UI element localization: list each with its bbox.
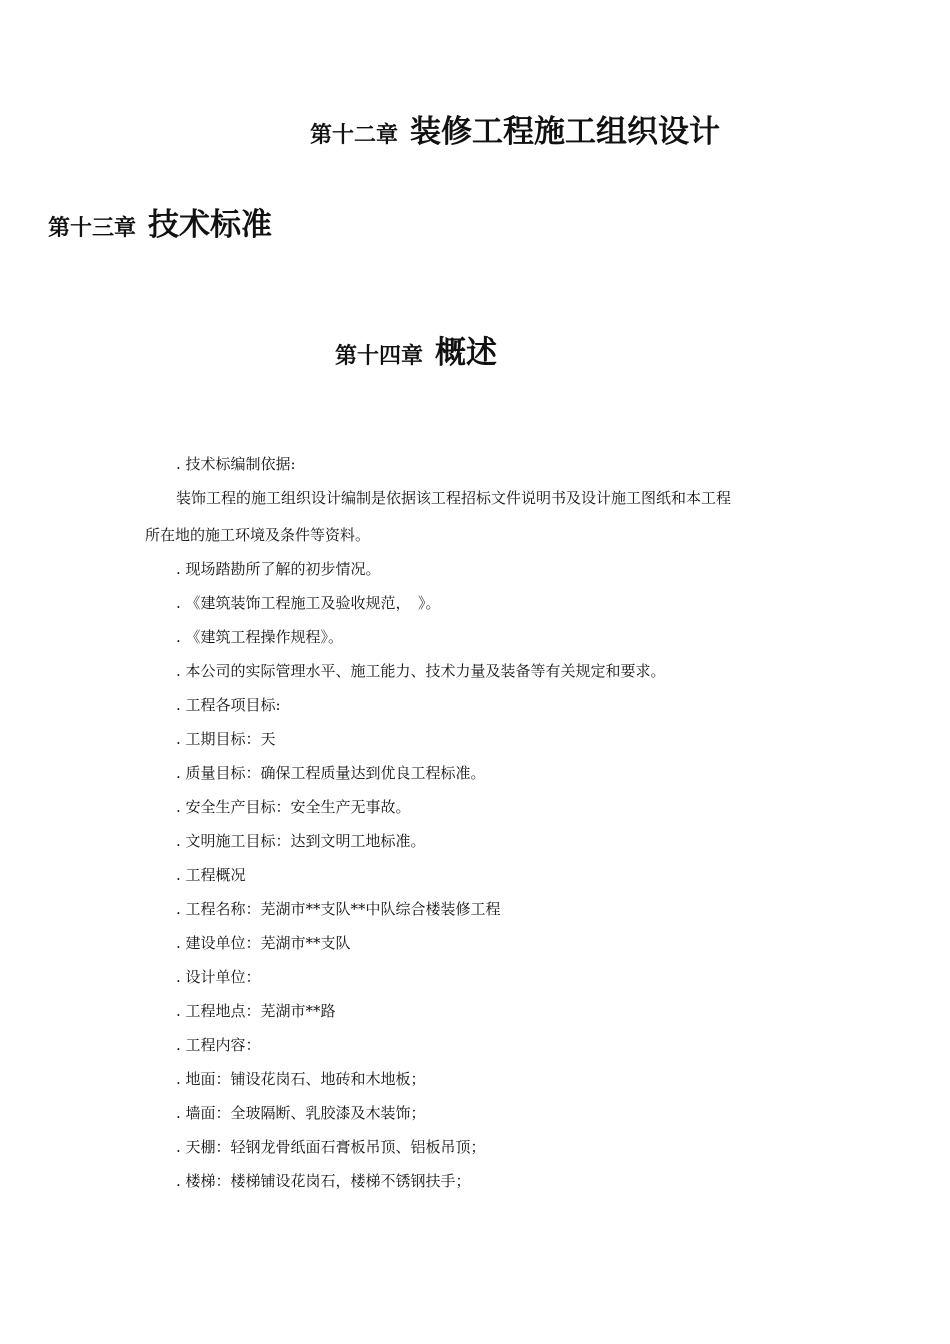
- line-text: . 本公司的实际管理水平、施工能力、技术力量及装备等有关规定和要求。: [176, 662, 666, 680]
- line-text: 装饰工程的施工组织设计编制是依据该工程招标文件说明书及设计施工图纸和本工程: [176, 489, 732, 507]
- line-text: . 工程内容：: [176, 1036, 261, 1054]
- chapter-13-heading: [48, 207, 273, 243]
- line-text: . 工程名称：芜湖市**支队**中队综合楼装修工程: [176, 900, 501, 918]
- chapter-14-heading: [335, 335, 498, 371]
- line-text: . 建设单位：芜湖市**支队: [176, 934, 351, 952]
- chapter-13-number: 第十三章: [48, 215, 137, 241]
- line-text: . 技术标编制依据:: [176, 455, 296, 473]
- line-text: . 地面：铺设花岗石、地砖和木地板；: [176, 1070, 426, 1088]
- line-text: . 《建筑装饰工程施工及验收规范， 》。: [176, 594, 441, 612]
- chapter-12-title: 装修工程施工组织设计: [410, 114, 721, 150]
- chapter-14-number: 第十四章: [335, 343, 424, 369]
- line-text: . 现场踏勘所了解的初步情况。: [176, 560, 381, 578]
- line-text: . 楼梯：楼梯铺设花岗石，楼梯不锈钢扶手；: [176, 1172, 471, 1190]
- line-text: . 安全生产目标：安全生产无事故。: [176, 798, 411, 816]
- line-text: . 《建筑工程操作规程》。: [176, 628, 344, 646]
- chapter-12-number: 第十二章: [310, 122, 399, 148]
- line-text: . 工程各项目标:: [176, 696, 281, 714]
- line-text: . 墙面：全玻隔断、乳胶漆及木装饰；: [176, 1104, 426, 1122]
- line-text: . 工程地点：芜湖市**路: [176, 1002, 336, 1020]
- chapter-13-title: 技术标准: [148, 207, 273, 243]
- line-text: . 文明施工目标：达到文明工地标准。: [176, 832, 426, 850]
- line-text: . 工程概况: [176, 866, 246, 884]
- line-text: . 天棚：轻钢龙骨纸面石膏板吊顶、铝板吊顶；: [176, 1138, 486, 1156]
- chapter-14-title: 概述: [435, 335, 498, 371]
- line-text: . 设计单位：: [176, 968, 261, 986]
- line-text: . 质量目标：确保工程质量达到优良工程标准。: [176, 764, 486, 782]
- line-text: . 工期目标：天: [176, 730, 276, 748]
- chapter-12-heading: [310, 114, 721, 150]
- line-text: 所在地的施工环境及条件等资料。: [145, 526, 371, 544]
